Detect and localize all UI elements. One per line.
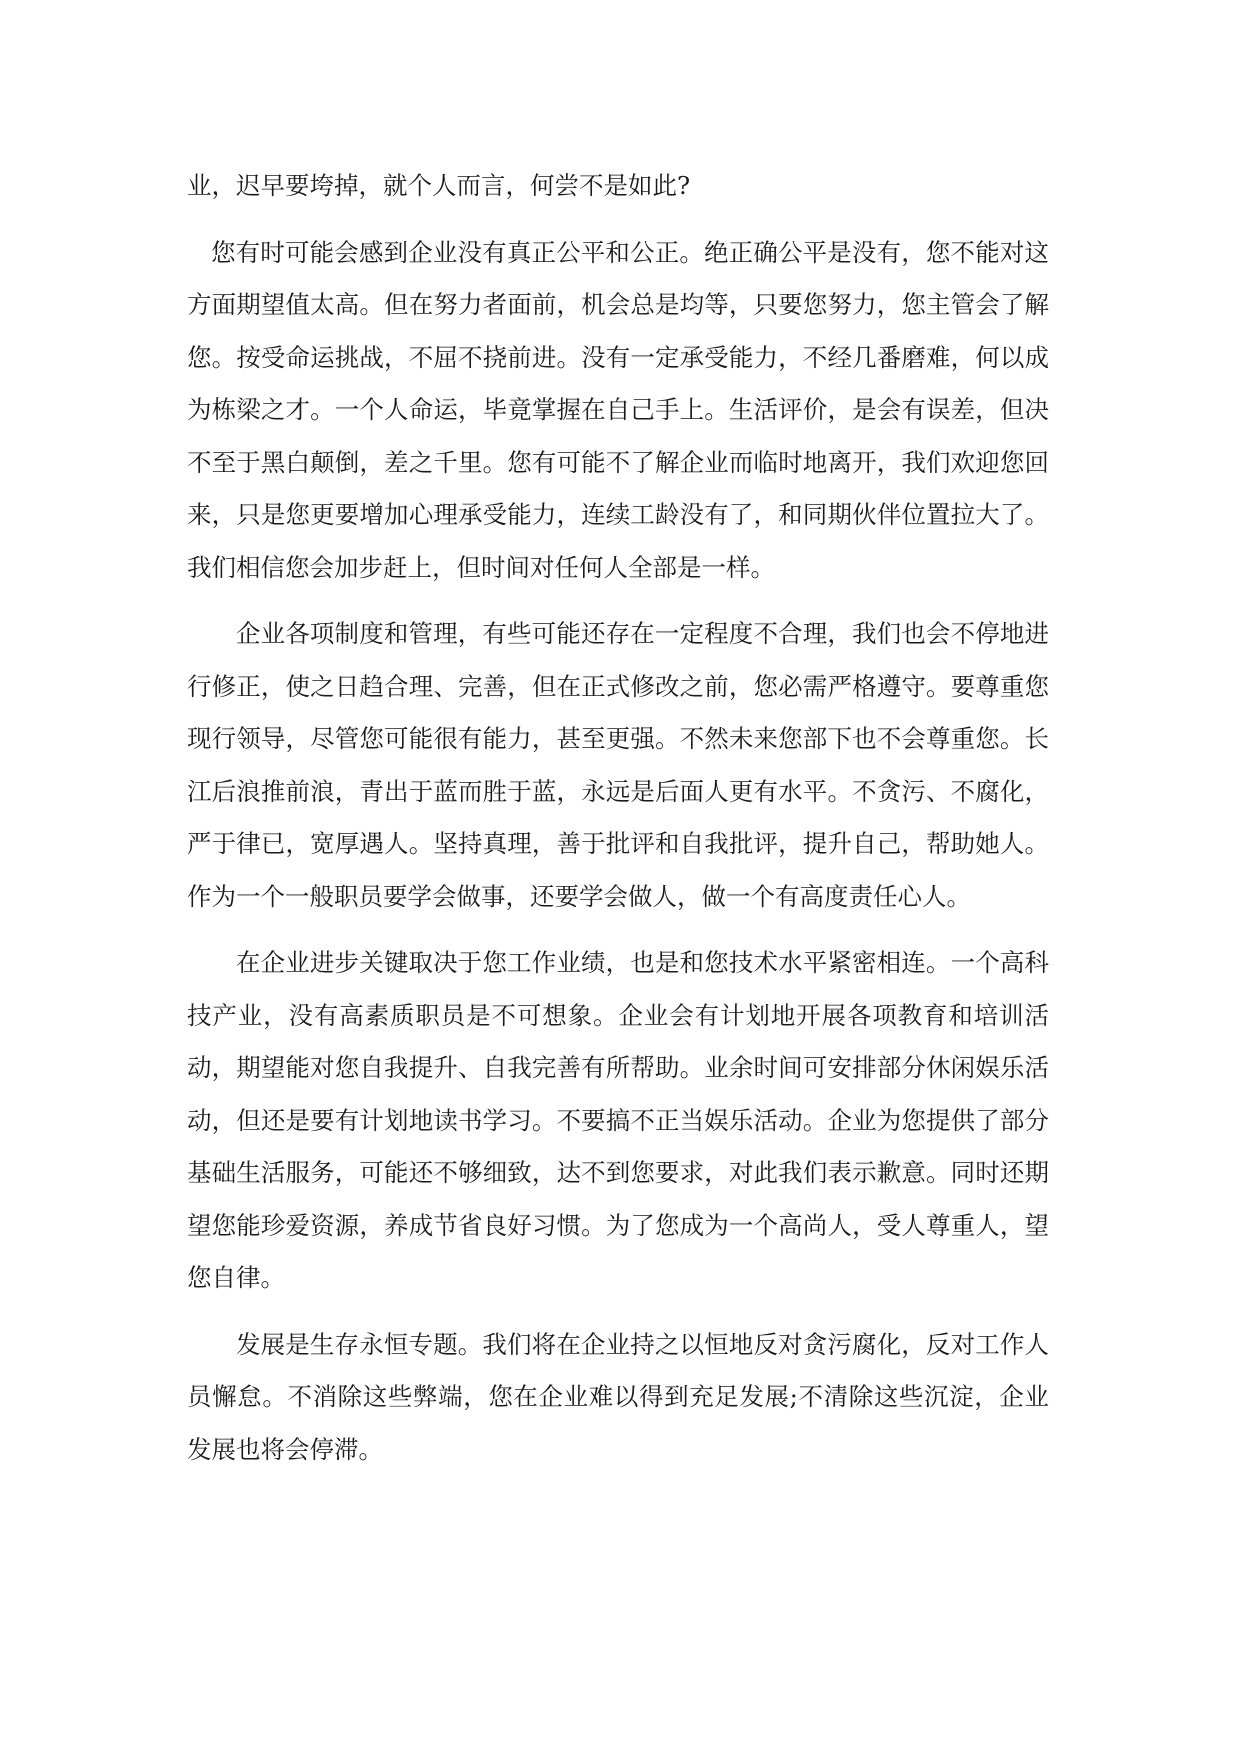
paragraph-development: 发展是生存永恒专题。我们将在企业持之以恒地反对贪污腐化，反对工作人员懈怠。不消除这些弊端，您在企业难以得到充足发展;不清除这些沉淀，企业发展也将会停滞。: [187, 1329, 1049, 1464]
document-body: [187, 160, 1049, 1476]
paragraph-rules-and-management: 企业各项制度和管理，有些可能还存在一定程度不合理，我们也会不停地进行修正，使之日趋合理、完善，但在正式修改之前，您必需严格遵守。要尊重您现行领导，尽管您可能很有能力，甚至更强。不然未来您部下也不会尊重您。长江后浪推前浪，青出于蓝而胜于蓝，永远是后面人更有水平。不贪污、不腐化，严于律已，宽厚遇人。坚持真理，善于批评和自我批评，提升自己，帮助她人。作为一个一般职员要学会做事，还要学会做人，做一个有高度责任心人。: [187, 619, 1049, 911]
paragraph-growth-and-training: 在企业进步关键取决于您工作业绩，也是和您技术水平紧密相连。一个高科技产业，没有高素质职员是不可想象。企业会有计划地开展各项教育和培训活动，期望能对您自我提升、自我完善有所帮助。业余时间可安排部分休闲娱乐活动，但还是要有计划地读书学习。不要搞不正当娱乐活动。企业为您提供了部分基础生活服务，可能还不够细致，达不到您要求，对此我们表示歉意。同时还期望您能珍爱资源，养成节省良好习惯。为了您成为一个高尚人，受人尊重人，望您自律。: [187, 948, 1049, 1292]
paragraph-continuation: 业，迟早要垮掉，就个人而言，何尝不是如此?: [187, 171, 691, 200]
paragraph-fairness: 您有时可能会感到企业没有真正公平和公正。绝正确公平是没有，您不能对这方面期望值太高。但在努力者面前，机会总是均等，只要您努力，您主管会了解您。按受命运挑战，不屈不挠前进。没有一定承受能力，不经几番磨难，何以成为栋梁之才。一个人命运，毕竟掌握在自己手上。生活评价，是会有误差，但决不至于黑白颠倒，差之千里。您有可能不了解企业而临时地离开，我们欢迎您回来，只是您更要增加心理承受能力，连续工龄没有了，和同期伙伴位置拉大了。我们相信您会加步赶上，但时间对任何人全部是一样。: [187, 237, 1049, 582]
